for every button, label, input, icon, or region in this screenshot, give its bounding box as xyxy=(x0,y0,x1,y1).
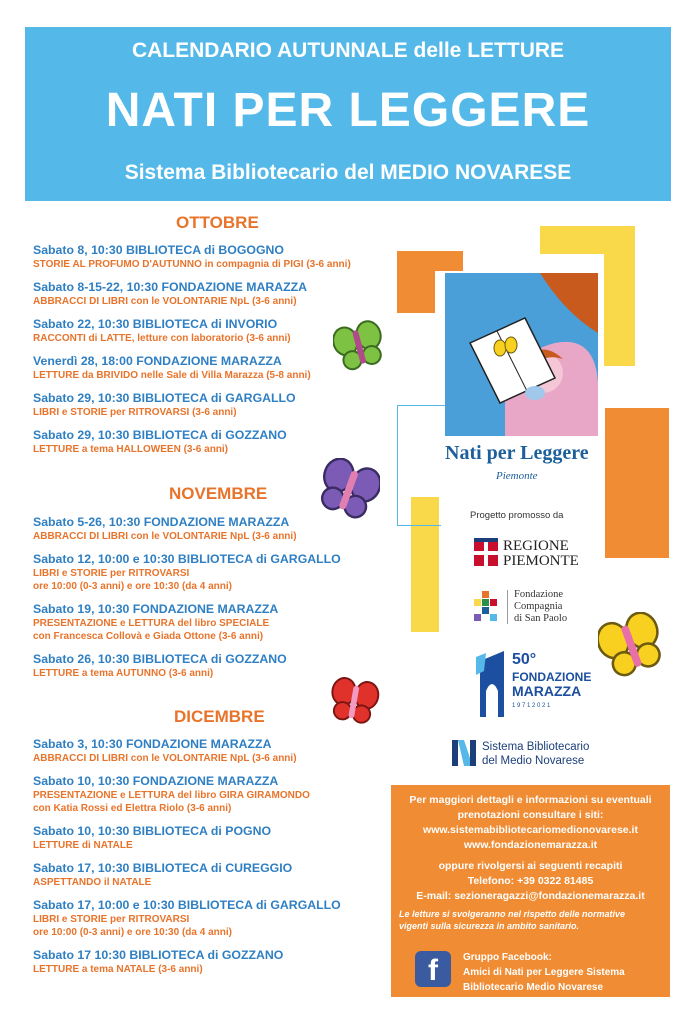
event-item xyxy=(33,354,378,382)
event-description: LIBRI e STORIE per RITROVARSI (3-6 anni) xyxy=(33,407,237,418)
fondazione-marazza-logo: 50° FONDAZIONE MARAZZA 1 9 7 1 2 0 2 1 xyxy=(476,651,576,717)
event-description: ABBRACCI DI LIBRI con le VOLONTARIE NpL (3-6 anni) xyxy=(33,753,297,764)
event-description: con Katia Rossi ed Elettra Riolo (3-6 anni) xyxy=(33,803,232,814)
event-title: Sabato 10, 10:30 BIBLIOTECA di POGNO xyxy=(33,824,272,838)
fondazione-divider xyxy=(507,590,508,624)
website-link-sistema[interactable]: www.sistemabibliotecariomedionovarese.it xyxy=(423,824,638,836)
event-title: Sabato 8-15-22, 10:30 FONDAZIONE MARAZZA xyxy=(33,280,307,294)
event-description: LETTURE a tema NATALE (3-6 anni) xyxy=(33,964,203,975)
event-description: LETTURE di NATALE xyxy=(33,840,133,851)
event-description: ore 10:00 (0-3 anni) e ore 10:30 (da 4 anni) xyxy=(33,927,232,938)
event-item xyxy=(33,317,378,345)
event-description: LETTURE a tema HALLOWEEN (3-6 anni) xyxy=(33,444,229,455)
safety-note-line2: vigenti sulla sicurezza in ambito sanitario. xyxy=(399,921,580,931)
regione-piemonte-logo: REGIONE PIEMONTE xyxy=(503,538,579,569)
event-title: Sabato 5-26, 10:30 FONDAZIONE MARAZZA xyxy=(33,515,290,529)
info-box: Per maggiori dettagli e informazioni su eventuali prenotazioni consultare i siti: www.sistemabibliotecariomedionovarese.it www.fondazionemarazza.it oppure rivolgersi ai seguenti recapiti Telefono: +39 0322 81485 E-mail: sezioneragazzi@fondazionemarazza.it Le letture si svolgeranno nel rispetto delle normative vigenti sulla sicurezza in ambito sanitario. f Gruppo Facebook: Amici di Nati per Leggere Sistema Bibliotecario Medio Novarese xyxy=(391,785,670,997)
event-item xyxy=(33,737,378,765)
event-title: Sabato 3, 10:30 FONDAZIONE MARAZZA xyxy=(33,737,272,751)
event-title: Sabato 22, 10:30 BIBLIOTECA di INVORIO xyxy=(33,317,278,331)
blue-line-top xyxy=(397,405,445,406)
phone-number[interactable]: Telefono: +39 0322 81485 xyxy=(467,875,594,887)
event-title: Venerdì 28, 18:00 FONDAZIONE MARAZZA xyxy=(33,354,282,368)
event-item xyxy=(33,774,378,815)
event-description: STORIE AL PROFUMO D'AUTUNNO in compagnia di PIGI (3-6 anni) xyxy=(33,259,351,270)
header-banner xyxy=(25,27,671,201)
website-link-marazza[interactable]: www.fondazionemarazza.it xyxy=(463,839,598,851)
marazza-tower-icon xyxy=(476,651,508,717)
event-description: LETTURE da BRIVIDO nelle Sale di Villa Marazza (5-8 anni) xyxy=(33,370,311,381)
event-title: Sabato 29, 10:30 BIBLIOTECA di GOZZANO xyxy=(33,428,287,442)
facebook-group-text[interactable]: Gruppo Facebook: Amici di Nati per Leggere Sistema Bibliotecario Medio Novarese xyxy=(463,952,625,993)
yellow-bar-left xyxy=(411,497,439,632)
month-heading-dicembre: DICEMBRE xyxy=(174,707,265,726)
yellow-frame-right xyxy=(604,226,635,366)
event-description: LIBRI e STORIE per RITROVARSI xyxy=(33,568,190,579)
orange-frame-top xyxy=(397,251,463,271)
event-item xyxy=(33,280,378,308)
header-subtitle: CALENDARIO AUTUNNALE delle LETTURE xyxy=(131,39,565,62)
event-title: Sabato 19, 10:30 FONDAZIONE MARAZZA xyxy=(33,602,279,616)
event-item xyxy=(33,243,378,271)
event-item xyxy=(33,948,378,976)
header-organization: Sistema Bibliotecario del MEDIO NOVARESE xyxy=(124,161,572,184)
event-description: LIBRI e STORIE per RITROVARSI xyxy=(33,914,190,925)
event-title: Sabato 26, 10:30 BIBLIOTECA di GOZZANO xyxy=(33,652,287,666)
sbm-letter-icon xyxy=(450,738,478,768)
npl-logo-title: Nati per Leggere xyxy=(445,442,589,464)
npl-logo-subtitle: Piemonte xyxy=(496,470,538,482)
event-description: PRESENTAZIONE e LETTURA del libro SPECIALE xyxy=(33,618,270,629)
event-description: LETTURE a tema AUTUNNO (3-6 anni) xyxy=(33,668,214,679)
event-item xyxy=(33,602,378,643)
facebook-icon[interactable]: f xyxy=(415,951,451,987)
event-item xyxy=(33,652,378,680)
header-title: NATI PER LEGGERE xyxy=(105,84,591,137)
events-ottobre xyxy=(33,243,378,465)
event-title: Sabato 8, 10:30 BIBLIOTECA di BOGOGNO xyxy=(33,243,284,257)
event-description: ore 10:00 (0-3 anni) e ore 10:30 (da 4 anni) xyxy=(33,581,232,592)
promoted-by-label: Progetto promosso da xyxy=(470,510,564,521)
event-description: con Francesca Collovà e Giada Ottone (3-6 anni) xyxy=(33,631,264,642)
sistema-bibliotecario-logo: Sistema Bibliotecario del Medio Novarese xyxy=(450,738,605,770)
regione-piemonte-emblem-icon xyxy=(472,538,500,568)
event-item xyxy=(33,824,378,852)
event-description: RACCONTI di LATTE, letture con laboratorio (3-6 anni) xyxy=(33,333,291,344)
email-link[interactable]: E-mail: sezioneragazzi@fondazionemarazza.it xyxy=(416,890,645,902)
npl-logo-illustration xyxy=(445,273,598,436)
green-butterfly-icon xyxy=(333,320,385,372)
event-title: Sabato 17, 10:00 e 10:30 BIBLIOTECA di GARGALLO xyxy=(33,898,341,912)
blue-line-vertical xyxy=(397,405,398,525)
month-heading-novembre: NOVEMBRE xyxy=(169,484,268,503)
event-item xyxy=(33,552,378,593)
child-reading-icon xyxy=(445,273,598,436)
event-title: Sabato 10, 10:30 FONDAZIONE MARAZZA xyxy=(33,774,279,788)
event-description: ASPETTANDO il NATALE xyxy=(33,877,152,888)
event-description: ABBRACCI DI LIBRI con le VOLONTARIE NpL (3-6 anni) xyxy=(33,296,297,307)
event-item xyxy=(33,428,378,456)
fondazione-san-paolo-logo: Fondazione Compagnia di San Paolo xyxy=(514,589,568,624)
events-novembre xyxy=(33,515,378,689)
event-item xyxy=(33,391,378,419)
event-title: Sabato 17 10:30 BIBLIOTECA di GOZZANO xyxy=(33,948,284,962)
blue-line-bottom xyxy=(397,525,441,526)
event-title: Sabato 29, 10:30 BIBLIOTECA di GARGALLO xyxy=(33,391,296,405)
orange-rect-right xyxy=(605,408,669,558)
event-item xyxy=(33,861,378,889)
red-butterfly-icon xyxy=(328,676,380,726)
event-title: Sabato 17, 10:30 BIBLIOTECA di CUREGGIO xyxy=(33,861,293,875)
event-description: PRESENTAZIONE e LETTURA del libro GIRA GIRAMONDO xyxy=(33,790,310,801)
event-description: ABBRACCI DI LIBRI con le VOLONTARIE NpL (3-6 anni) xyxy=(33,531,297,542)
san-paolo-emblem-icon xyxy=(474,591,498,621)
events-dicembre xyxy=(33,737,378,985)
purple-butterfly-icon xyxy=(318,458,380,520)
event-title: Sabato 12, 10:00 e 10:30 BIBLIOTECA di GARGALLO xyxy=(33,552,341,566)
month-heading-ottobre: OTTOBRE xyxy=(176,213,259,232)
event-item xyxy=(33,898,378,939)
yellow-butterfly-icon xyxy=(598,612,664,678)
safety-note-line1: Le letture si svolgeranno nel rispetto delle normative xyxy=(399,909,626,919)
